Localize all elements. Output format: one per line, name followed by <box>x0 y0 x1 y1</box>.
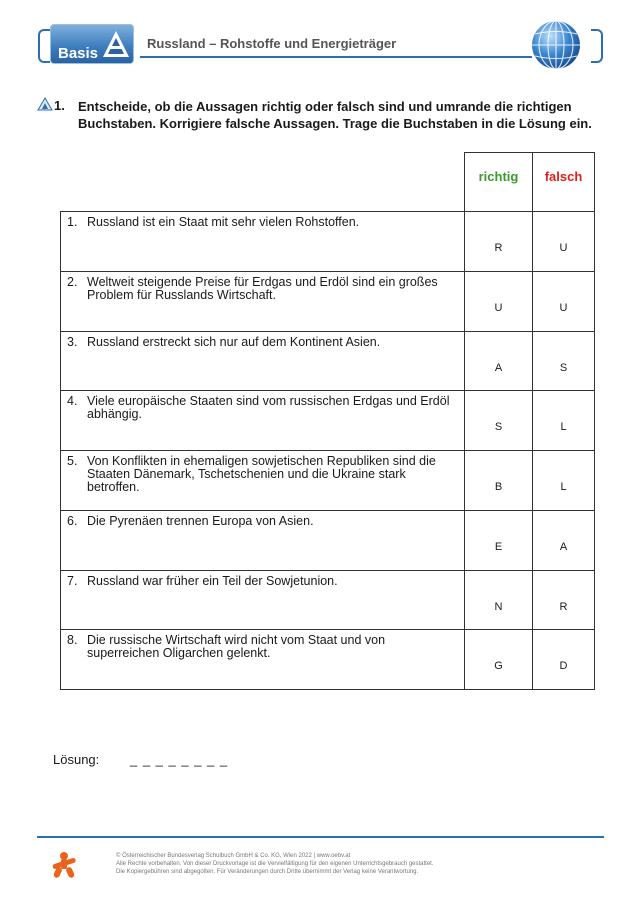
falsch-letter[interactable]: R <box>532 570 595 630</box>
basis-logo <box>50 24 134 64</box>
richtig-letter[interactable]: S <box>464 390 533 451</box>
richtig-letter[interactable]: B <box>464 450 533 511</box>
copyright-line-3: Die Kopiergebühren sind abgegolten. Für Veränderungen durch Dritte übernimmt der Verlag keine Verantwortung. <box>116 869 419 875</box>
falsch-letter[interactable]: A <box>532 510 595 571</box>
level-triangle-icon <box>101 29 131 61</box>
task-number: 1. <box>54 98 65 113</box>
header-rule <box>140 56 532 58</box>
column-header-falsch: falsch <box>532 152 595 212</box>
statement-number: 3. <box>67 335 78 349</box>
richtig-letter[interactable]: R <box>464 211 533 272</box>
statement-text: Russland erstreckt sich nur auf dem Kontinent Asien. <box>87 335 381 349</box>
statement-text: Die russische Wirtschaft wird nicht vom Staat und von superreichen Oligarchen gelenkt. <box>87 633 386 660</box>
statement-text: Russland ist ein Staat mit sehr vielen Rohstoffen. <box>87 215 360 229</box>
statement-number: 5. <box>67 454 78 468</box>
richtig-letter[interactable]: U <box>464 271 533 332</box>
task-instruction: Entscheide, ob die Aussagen richtig oder falsch sind und umrande die richtigen Buchstaben. Korrigiere falsche Aussagen. Trage die Buchstaben in die Lösung ein. <box>78 99 592 131</box>
statement-cell <box>60 331 465 391</box>
statement-number: 7. <box>67 574 78 588</box>
statement-cell <box>60 271 465 332</box>
solution-label: Lösung: <box>53 752 100 767</box>
statement-cell <box>60 211 465 272</box>
statement-text: Weltweit steigende Preise für Erdgas und Erdöl sind ein großes Problem für Russlands Wirtschaft. <box>87 275 438 302</box>
statement-cell <box>60 510 465 571</box>
statement-text: Die Pyrenäen trennen Europa von Asien. <box>87 514 314 528</box>
statement-number: 4. <box>67 394 78 408</box>
richtig-letter[interactable]: G <box>464 629 533 690</box>
solution-blanks: _ _ _ _ _ _ _ _ <box>130 752 229 767</box>
falsch-letter[interactable]: U <box>532 211 595 272</box>
statement-text: Viele europäische Staaten sind vom russischen Erdgas und Erdöl abhängig. <box>87 394 450 421</box>
statement-number: 1. <box>67 215 78 229</box>
statement-number: 8. <box>67 633 78 647</box>
globe-icon <box>530 19 582 71</box>
difficulty-icon <box>37 97 53 111</box>
logo-text: Basis <box>58 45 99 62</box>
footer-rule <box>37 836 604 838</box>
richtig-letter[interactable]: A <box>464 331 533 391</box>
statement-number: 6. <box>67 514 78 528</box>
falsch-letter[interactable]: D <box>532 629 595 690</box>
falsch-letter[interactable]: S <box>532 331 595 391</box>
copyright-line-2: Alle Rechte vorbehalten. Von dieser Druckvorlage ist die Vervielfältigung für den eigenen Unterrichtsgebrauch gestattet. <box>116 861 434 867</box>
falsch-letter[interactable]: U <box>532 271 595 332</box>
statement-cell <box>60 450 465 511</box>
falsch-letter[interactable]: L <box>532 450 595 511</box>
header-bracket-right <box>591 29 603 63</box>
copyright-notice <box>116 852 434 876</box>
statement-text: Russland war früher ein Teil der Sowjetunion. <box>87 574 338 588</box>
copyright-line-1: © Österreichischer Bundesverlag Schulbuch GmbH & Co. KG, Wien 2022 | www.oebv.at <box>116 853 351 859</box>
richtig-letter[interactable]: E <box>464 510 533 571</box>
column-header-richtig: richtig <box>464 152 533 212</box>
richtig-letter[interactable]: N <box>464 570 533 630</box>
falsch-letter[interactable]: L <box>532 390 595 451</box>
statement-cell <box>60 390 465 451</box>
statement-cell <box>60 570 465 630</box>
header-bracket-left <box>38 29 50 63</box>
page-title: Russland – Rohstoffe und Energieträger <box>147 36 397 51</box>
statement-cell <box>60 629 465 690</box>
statement-text: Von Konflikten in ehemaligen sowjetischen Republiken sind die Staaten Dänemark, Tschetschenien und die Ukraine stark betroffen. <box>87 454 436 494</box>
statement-number: 2. <box>67 275 78 289</box>
publisher-star-icon <box>50 850 78 880</box>
